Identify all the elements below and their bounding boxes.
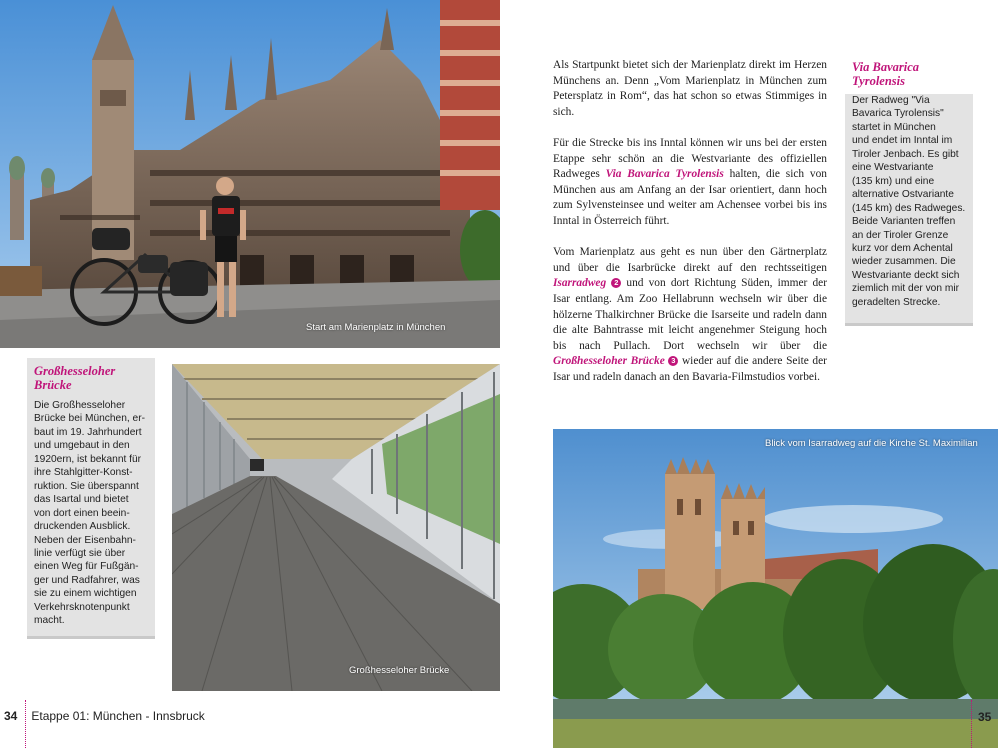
footer-divider-left <box>25 700 26 748</box>
page-number-right: 35 <box>978 710 992 724</box>
highlight-grosshesseloher: Großhesseloher Brücke <box>553 355 665 368</box>
sidebox-grosshesseloher <box>27 358 155 639</box>
marker-2: 2 <box>611 278 621 288</box>
photo-marienplatz <box>0 0 500 348</box>
paragraph-2: Für die Strecke bis ins Inntal können wir uns bei der ersten Etappe sehr schön an die Westvariante des offiziellen Radweges Via Bavarica Tyrolensis halten, die sich von München aus am Anfang an der Isar orientiert, dann hoch zum Sylvensteinsee und weiter am Achensee vorbei bis ins Inntal in Österreich führt. <box>553 136 827 227</box>
highlight-via-bavarica: Via Bavarica Tyrolensis <box>605 168 724 181</box>
sidebox-via-bavarica <box>845 60 973 326</box>
sidebox-body: Der Radweg "Via Bavarica Tyrolensis" startet in München und endet im Inntal im Tiroler Jenbach. Es gibt eine Westvariante (135 km) und eine alternative Ostvariante (145 km) des Radweges. Beide Varianten treffen an der Tiroler Grenze kurz vor dem Achental wieder zusammen. Die Westvariante deckt sich ziemlich mit der von mir geradelten Strecke. <box>852 95 966 308</box>
marker-3: 3 <box>668 356 678 366</box>
paragraph-3: Vom Marienplatz aus geht es nun über den Gärtnerplatz und über die Isarbrücke direkt auf den rechtsseitigen Isarradweg 2 und von dort Richtung Süden, immer der Isar entlang. Am Zoo Hellabrunn wechseln wir über die hölzerne Thalkirchner Brücke die Isarseite und radeln dann die alte Bahntrasse mit leicht angenehmer Steigung hoch bis nach Pullach. Dort wechseln wir über die Großhesseloher Brücke 3 wieder auf die andere Seite der Isar und radeln danach an den Bavaria-Filmstudios vorbei. <box>553 246 827 383</box>
photo-church <box>553 429 998 748</box>
photo-bridge <box>172 364 500 691</box>
sidebox-title: Via Bavarica Tyrolensis <box>852 60 920 88</box>
page-number-left: 34 <box>4 709 18 723</box>
footer-divider-right <box>971 700 972 748</box>
photo-caption: Großhesseloher Brücke <box>349 665 450 676</box>
photo-caption: Blick vom Isarradweg auf die Kirche St. Maximilian <box>765 438 978 449</box>
paragraph-1: Als Startpunkt bietet sich der Marienplatz direkt im Herzen Münchens an. Denn „Vom Marienplatz in München zum Petersplatz in Rom“, das hat schon so etwas Stimmiges in sich. <box>553 59 827 118</box>
sidebox-body: Die Großhesseloher Brücke bei München, er- baut im 19. Jahrhundert und umgebaut in den 1920ern, ist bekannt für ihre Stahlgitter-Konst- ruktion. Sie überspannt das Isartal und bietet von dort einen beein- druckenden Ausblick. Neben der Eisenbahn- linie verfügt sie über einen Weg für Fußgän- ger und Radfahrer, was sie zu einem wichtigen Verkehrsknotenpunkt macht. <box>34 400 145 627</box>
main-text <box>553 58 827 401</box>
sidebox-title: Großhesseloher Brücke <box>34 364 116 392</box>
footer-left <box>4 709 205 723</box>
photo-caption: Start am Marienplatz in München <box>306 322 446 333</box>
highlight-isarradweg: Isarradweg <box>553 277 607 290</box>
chapter-title: Etappe 01: München - Innsbruck <box>31 709 205 723</box>
